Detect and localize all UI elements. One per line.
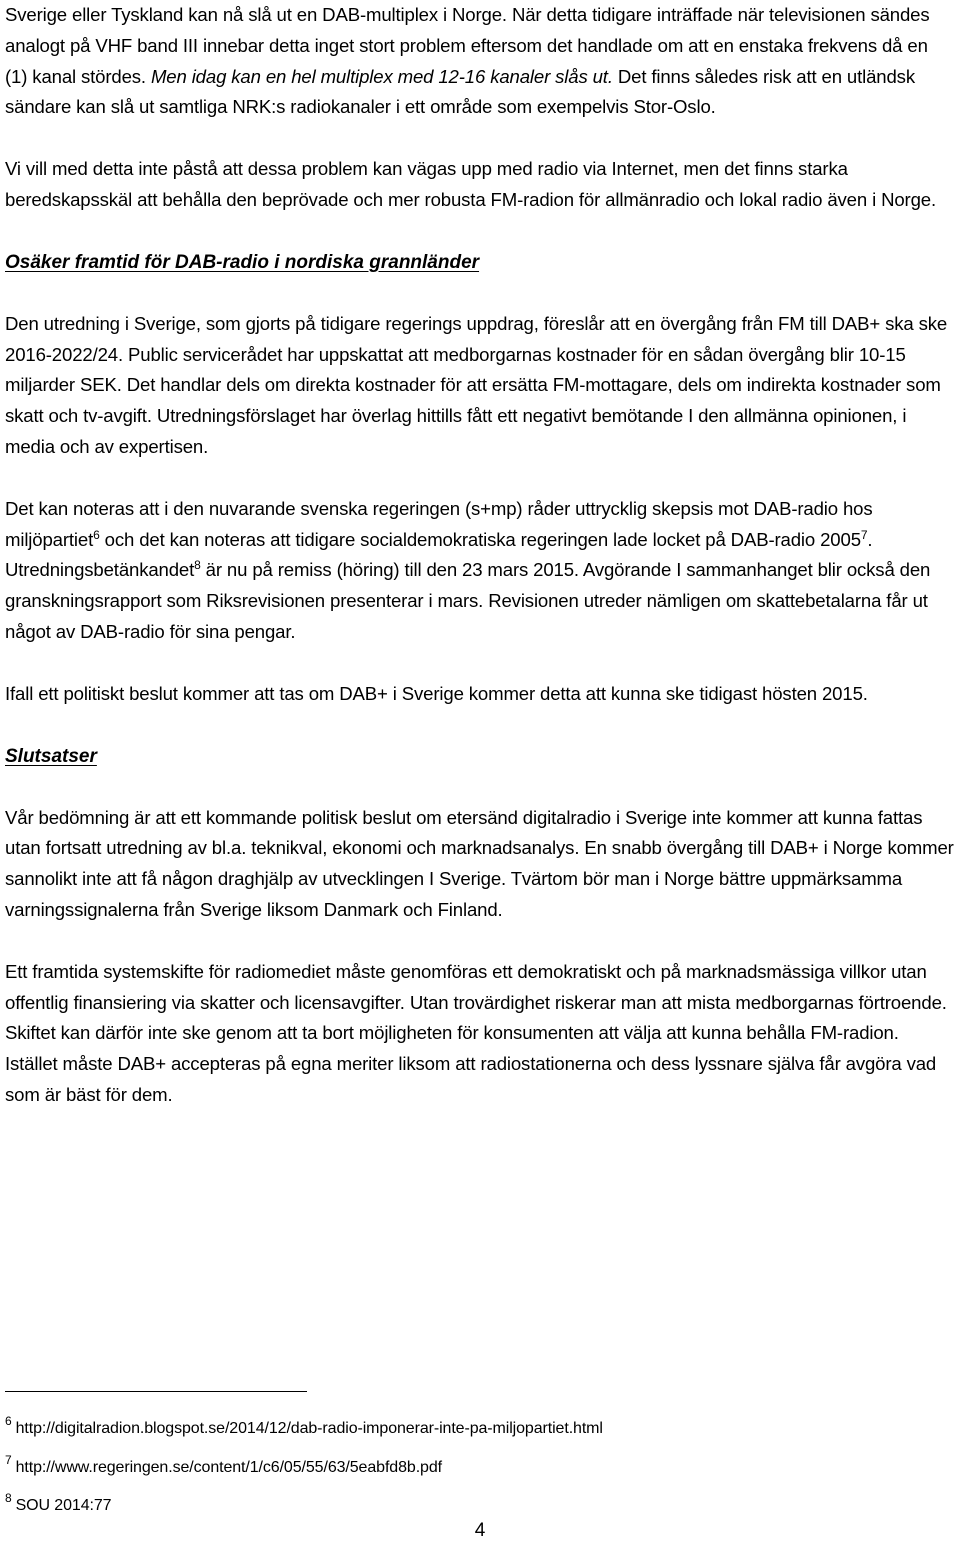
paragraph-text: . Utredningsbetänkandet bbox=[5, 528, 873, 581]
footnote-separator bbox=[5, 1391, 307, 1392]
footnote-text: SOU 2014:77 bbox=[15, 1497, 112, 1514]
paragraph-assessment: Vår bedömning är att ett kommande politisk beslut om etersänd digitalradio i Sverige inte kommer att kunna fattas utan fortsatt utredning av bl.a. teknikval, ekonomi och marknadsanalys. En snabb övergång till DAB+ i Norge kommer sannolikt inte att få någon draghjälp av utvecklingen I Sverige. Tvärtom bör man i Norge bättre uppmärksamma varningssignalerna från Sverige liksom Danmark och Finland. bbox=[5, 806, 954, 920]
paragraph-text: Det kan noteras att i den nuvarande svenska regeringen (s+mp) råder uttrycklig skepsis mot DAB-radio hos miljöpartiet bbox=[5, 497, 873, 550]
paragraph-gap bbox=[5, 123, 955, 154]
paragraph-text: är nu på remiss (höring) till den 23 mars 2015. Avgörande I sammanhanget blir också den granskningsrapport som Riksrevisionen presenterar i mars. Revisionen utreder nämligen om skattebetalarna får ut något av DAB-radio för sina pengar. bbox=[5, 559, 931, 642]
paragraph-gap bbox=[5, 772, 955, 803]
paragraph-gap bbox=[5, 648, 955, 679]
footnote-ref-6[interactable]: 6 bbox=[93, 527, 100, 542]
section-heading-conclusions: Slutsatser bbox=[5, 745, 97, 767]
paragraph-system-change: Ett framtida systemskifte för radiomediet måste genomföras ett demokratiskt och på marknadsmässiga villkor utan offentlig finansiering via skatter och licensavgifter. Utan trovärdighet riskerar man att mista medborgarnas förtroende. Skiftet kan därför inte ske genom att ta bort möjligheten för konsumenten att välja att kunna behålla FM-radion. Istället måste DAB+ accepteras på egna meriter liksom att radiostationerna och dess lyssnare själva får avgöra vad som är bäst för dem. bbox=[5, 960, 947, 1105]
paragraph-dab-interference bbox=[5, 0, 955, 123]
footnote-link[interactable]: http://www.regeringen.se/content/1/c6/05/55/63/5eabfd8b.pdf bbox=[15, 1458, 442, 1476]
paragraph-internet-radio: Vi vill med detta inte påstå att dessa problem kan vägas upp med radio via Internet, men det finns starka beredskapsskäl att behålla den beprövade och mer robusta FM-radion för allmänradio och lokal radio även i Norge. bbox=[5, 158, 936, 210]
paragraph-swedish-inquiry: Den utredning i Sverige, som gjorts på tidigare regerings uppdrag, föreslår att en övergång från FM till DAB+ ska ske 2016-2022/24. Public servicerådet har uppskattat att medborgarnas kostnader för en sådan övergång blir 10-15 miljarder SEK. Det handlar dels om direkta kostnader för att ersätta FM-mottagare, dels om indirekta kostnader som skatt och tv-avgift. Utredningsförslaget har överlag hittills fått ett negativt bemötande I den allmänna opinionen, i media och av expertisen. bbox=[5, 312, 948, 457]
paragraph-text: Det finns således risk att en utländsk sändare kan slå ut samtliga NRK:s radiokanaler i ett område som exempelvis Stor-Oslo. bbox=[5, 65, 915, 118]
paragraph-text: Sverige eller Tyskland kan nå slå ut en DAB-multiplex i Norge. När detta tidigare inträffade när televisionen sändes analogt på VHF band III innebar detta inget stort problem eftersom det handlade om att en enstaka frekvens då en (1) kanal stördes. bbox=[5, 4, 930, 87]
footnote-6 bbox=[5, 1406, 955, 1445]
paragraph-text: och det kan noteras att tidigare socialdemokratiska regeringen lade locket på DAB-radio 2005 bbox=[99, 528, 861, 550]
paragraph-gap bbox=[5, 463, 955, 494]
footnotes bbox=[5, 1406, 955, 1522]
paragraph-gap bbox=[5, 278, 955, 309]
section-heading-nordic: Osäker framtid för DAB-radio i nordiska grannländer bbox=[5, 251, 480, 273]
page-number: 4 bbox=[474, 1520, 486, 1541]
footnote-number: 8 bbox=[5, 1491, 12, 1505]
paragraph-gap bbox=[5, 710, 955, 741]
document-page bbox=[5, 0, 955, 1111]
emphasized-text: Men idag kan en hel multiplex med 12-16 kanaler slås ut. bbox=[150, 65, 613, 87]
footnote-number: 7 bbox=[5, 1452, 12, 1467]
paragraph-gap bbox=[5, 926, 955, 957]
footnote-7 bbox=[5, 1445, 955, 1484]
footnote-number: 6 bbox=[5, 1414, 12, 1428]
footnote-8 bbox=[5, 1483, 955, 1522]
paragraph-political-decision: Ifall ett politiskt beslut kommer att tas om DAB+ i Sverige kommer detta att kunna ske tidigast hösten 2015. bbox=[5, 682, 868, 704]
footnote-ref-7[interactable]: 7 bbox=[860, 527, 868, 542]
footnote-ref-8[interactable]: 8 bbox=[194, 558, 201, 573]
paragraph-gap bbox=[5, 216, 955, 247]
footnote-link[interactable]: http://digitalradion.blogspot.se/2014/12/dab-radio-imponerar-inte-pa-miljopartiet.html bbox=[15, 1420, 603, 1437]
paragraph-swedish-government bbox=[5, 494, 955, 648]
